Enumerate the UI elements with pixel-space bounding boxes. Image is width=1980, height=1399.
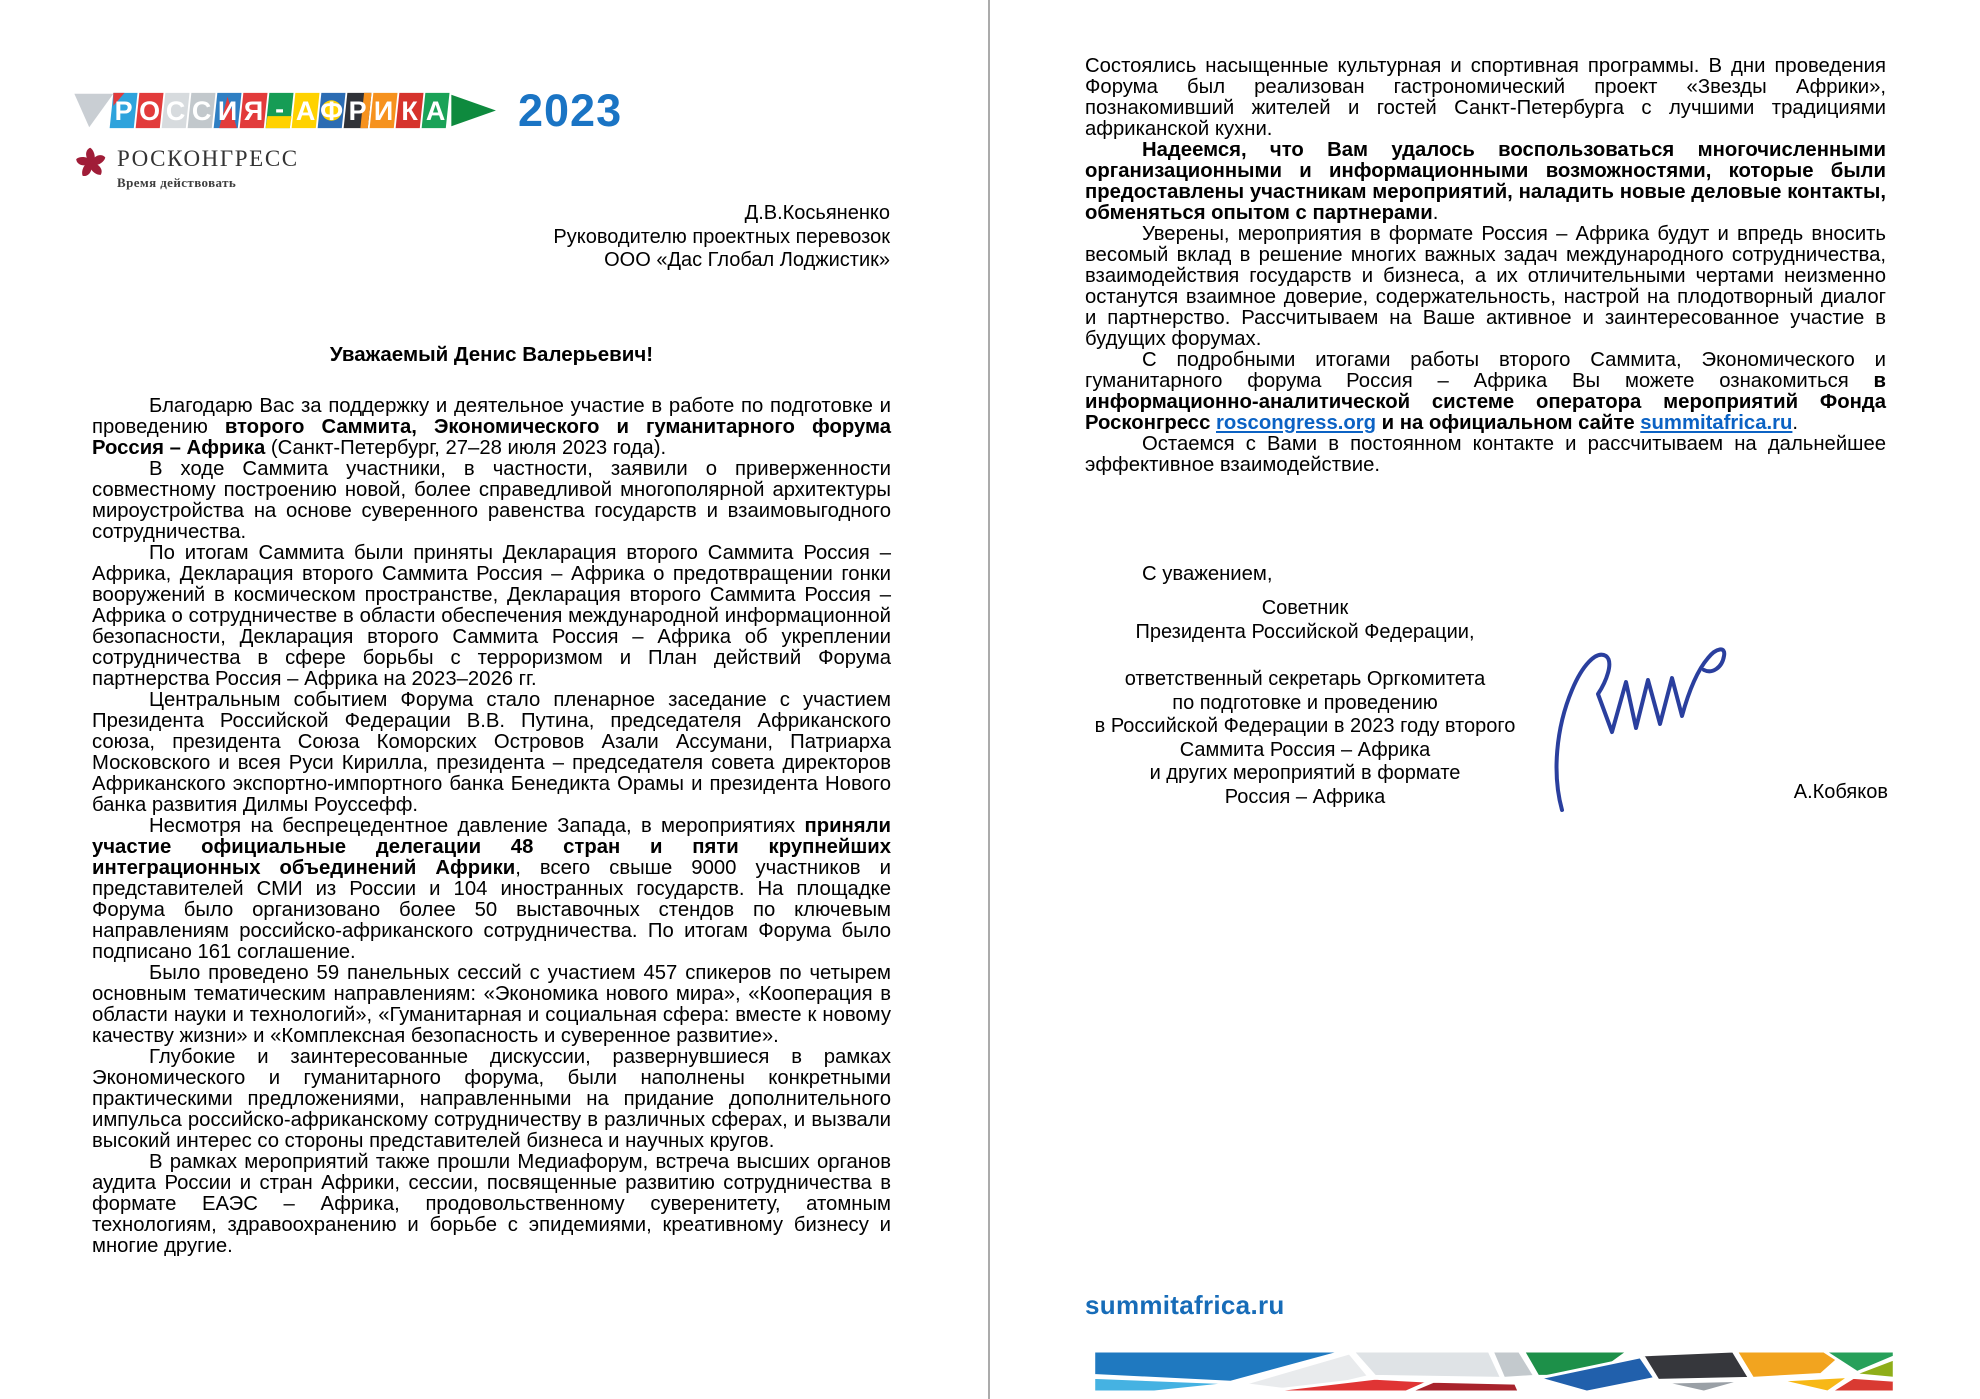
paragraph: Уверены, мероприятия в формате Россия – Африка будут и впредь вносить весомый вклад в решение многих важных задач международного сотрудничества, взаимодействия государств и бизнеса, а их отличительными чертами неизменно останутся взаимное доверие, содержательность, настрой на плодотворный диалог и партнерство. Рассчитываем на Ваше активное и заинтересованное участие в будущих форумах. <box>1085 223 1886 350</box>
paragraph: В рамках мероприятий также прошли Медиафорум, встреча высших органов аудита России и стран Африки, сессии, посвященные развитию сотрудничества в формате ЕАЭС – Африка, продовольственному суверенитету, атомным технологиям, здравоохранению и борьбе с эпидемиями, креативному бизнесу и многие другие. <box>92 1151 891 1257</box>
logo-letter: Р <box>348 95 367 126</box>
salutation: Уважаемый Денис Валерьевич! <box>329 343 654 366</box>
signer-title-line: Президента Российской Федерации, <box>1135 620 1475 643</box>
signer-role-line: по подготовке и проведению <box>1172 691 1438 714</box>
logo-letter: Р <box>114 95 133 126</box>
paragraph: Было проведено 59 панельных сессий с участием 457 спикеров по четырем основным тематическим направлениям: «Экономика нового мира», «Кооперация в области науки и технологий», «Гуманитарная и социальная сфера: вместе к новому качеству жизни» и «Комплексная безопасность и суверенное развитие». <box>92 962 891 1047</box>
logo-tile <box>396 93 424 128</box>
recipient-name: Д.В.Косьяненко <box>744 202 890 224</box>
paragraph: Глубокие и заинтересованные дискуссии, развернувшиеся в рамках Экономического и гуманитарного форума, были наполнены конкретными практическими предложениями, направленными на придание дополнительного импульса российско-африканскому сотрудничеству в различных сферах, и вызвали высокий интерес со стороны представителей бизнеса и научных кругов. <box>92 1046 891 1152</box>
stripe-shape <box>1352 1351 1501 1378</box>
logo-tile <box>266 93 294 128</box>
paragraph-bold-text: приняли участие официальные делегации 48 стран и пяти крупнейших интеграционных объединений Африки <box>92 815 891 879</box>
logo-end-triangle <box>451 95 496 127</box>
paragraph: Остаемся с Вами в постоянном контакте и рассчитываем на дальнейшее эффективное взаимодействие. <box>1085 433 1886 476</box>
logo-letter: И <box>373 95 394 126</box>
summitafrica-link[interactable]: summitafrica.ru <box>1640 412 1793 434</box>
mosaic-footer-stripe <box>1085 1351 1903 1392</box>
paragraph-text: Благодарю Вас за поддержку и деятельное участие в работе по подготовке и проведению <box>92 395 891 438</box>
logo-tile <box>188 93 216 128</box>
paragraph-text: С подробными итогами работы второго Саммита, Экономического и гуманитарного форума Россия – Африка Вы можете ознакомиться <box>1085 349 1886 392</box>
logo-letter: С <box>165 95 186 126</box>
recipient-title: Руководителю проектных перевозок <box>553 225 890 248</box>
russia-africa-logo <box>72 85 623 136</box>
paragraph: Состоялись насыщенные культурная и спортивная программы. В дни проведения Форума был реализован гастрономический проект «Звезды Африки», познакомивший жителей и гостей Санкт-Петербурга с лучшими традициями африканской кухни. <box>1085 55 1886 140</box>
logo-tile <box>292 93 320 128</box>
footer-site-url: summitafrica.ru <box>1085 1290 1285 1320</box>
logo-tile <box>136 93 164 128</box>
signer-title-line: Советник <box>1261 597 1349 619</box>
logo-letter: А <box>425 95 446 126</box>
logo-tile <box>162 93 190 128</box>
signer-role-line: Россия – Африка <box>1224 785 1386 808</box>
logo-tile <box>318 93 346 128</box>
logo-tile <box>344 93 372 128</box>
letter-body-right <box>1085 56 1886 605</box>
paragraph: В ходе Саммита участники, в частности, заявили о приверженности совместному построению новой, более справедливой многополярной архитектуры мироустройства на основе суверенного равенства государств и взаимовыгодного сотрудничества. <box>92 458 891 543</box>
page-divider <box>988 0 990 1399</box>
spacer <box>1085 644 1525 668</box>
handwritten-signature <box>1532 624 1742 814</box>
signer-name: А.Кобяков <box>1793 781 1888 803</box>
paragraph <box>92 396 891 459</box>
roscongress-tagline: Время действовать <box>117 175 237 191</box>
stripe-shape <box>1642 1351 1749 1380</box>
recipient-block <box>92 202 890 273</box>
logo-tile <box>422 93 450 128</box>
signer-role-line: ответственный секретарь Оргкомитета <box>1124 668 1486 690</box>
roscongress-link[interactable]: roscongress.org <box>1216 412 1377 434</box>
recipient-company: ООО «Дас Глобал Лоджистик» <box>604 249 890 271</box>
logo-tile <box>110 93 138 128</box>
logo-letter: А <box>295 95 316 126</box>
signature-title-block <box>1085 597 1525 809</box>
logo-letter: К <box>401 95 418 126</box>
logo-letter: И <box>217 95 238 126</box>
paragraph-bold-text: второго Саммита, Экономического и гуманитарного форума Россия – Африка <box>92 416 891 459</box>
letter-body-left <box>92 344 891 1257</box>
logo-letter: Ф <box>320 95 344 126</box>
paragraph: Центральным событием Форума стало пленарное заседание с участием Президента Российской Федерации В.В. Путина, председателя Африканского союза, президента Союза Коморских Островов Азали Ассумани, Патриарха Московского и всея Руси Кирилла, президента – председателя совета директоров Африканского экспортно-импортного банка Бенедикта Орамы и президента Нового банка развития Дилмы Роуссефф. <box>92 689 891 816</box>
logo-letter: С <box>191 95 212 126</box>
signer-role-line: в Российской Федерации в 2023 году второго <box>1094 715 1516 737</box>
paragraph-text: (Санкт-Петербург, 27–28 июля 2023 года). <box>265 437 667 459</box>
logo-tile <box>240 93 268 128</box>
paragraph-text: Несмотря на беспрецедентное давление Запада, в мероприятиях <box>149 815 805 837</box>
paragraph <box>92 816 891 963</box>
russia-africa-mosaic-logo-icon <box>72 91 502 130</box>
paragraph-bold-text: Надеемся, что Вам удалось воспользоваться многочисленными организационными и информационными возможностями, которые были предоставлены участникам мероприятий, наладить новые деловые контакты, обменяться опытом с партнерами <box>1085 139 1886 224</box>
logo-letter: Я <box>243 95 264 126</box>
logo-year: 2023 <box>518 85 623 136</box>
logo-letter: О <box>139 95 161 126</box>
paragraph-text: , всего свыше 9000 участников и представителей СМИ из России и 104 иностранных государств. На площадке Форума было организовано более 50 выставочных стендов по ключевым направлениям российско-африканского сотрудничества. По итогам Форума было подписано 161 соглашение. <box>92 857 891 963</box>
paragraph-text: . <box>1432 202 1439 224</box>
logo-arrow-shape <box>74 94 113 127</box>
paragraph-bold-text: и на официальном сайте <box>1376 412 1641 434</box>
closing-salutation: С уважением, <box>1142 563 1273 585</box>
paragraph <box>1085 350 1886 434</box>
logo-letter: - <box>275 93 285 124</box>
signer-role-line: Саммита Россия – Африка <box>1179 738 1431 761</box>
logo-tile <box>370 93 398 128</box>
paragraph-bold-text: в информационно-аналитической системе оператора мероприятий Фонда Росконгресс <box>1085 370 1886 434</box>
paragraph-text: . <box>1792 412 1799 434</box>
roscongress-name: РОСКОНГРЕСС <box>117 146 299 171</box>
logo-tile <box>214 93 242 128</box>
paragraph: По итогам Саммита были приняты Декларация второго Саммита Россия – Африка, Декларация второго Саммита Россия – Африка о предотвращении гонки вооружений в космическом пространстве, Декларация второго Саммита Россия – Африка о сотрудничестве в области обеспечения международной информационной безопасности, Декларация второго Саммита Россия – Африка об укреплении сотрудничества в сфере борьбы с терроризмом и План действий Форума партнерства Россия – Африка на 2023–2026 гг. <box>92 542 891 690</box>
stripe-shape <box>1660 1380 1746 1392</box>
roscongress-flower-icon <box>74 146 108 180</box>
roscongress-logo <box>74 146 299 191</box>
paragraph <box>1085 140 1886 224</box>
signer-role-line: и других мероприятий в формате <box>1149 762 1461 784</box>
